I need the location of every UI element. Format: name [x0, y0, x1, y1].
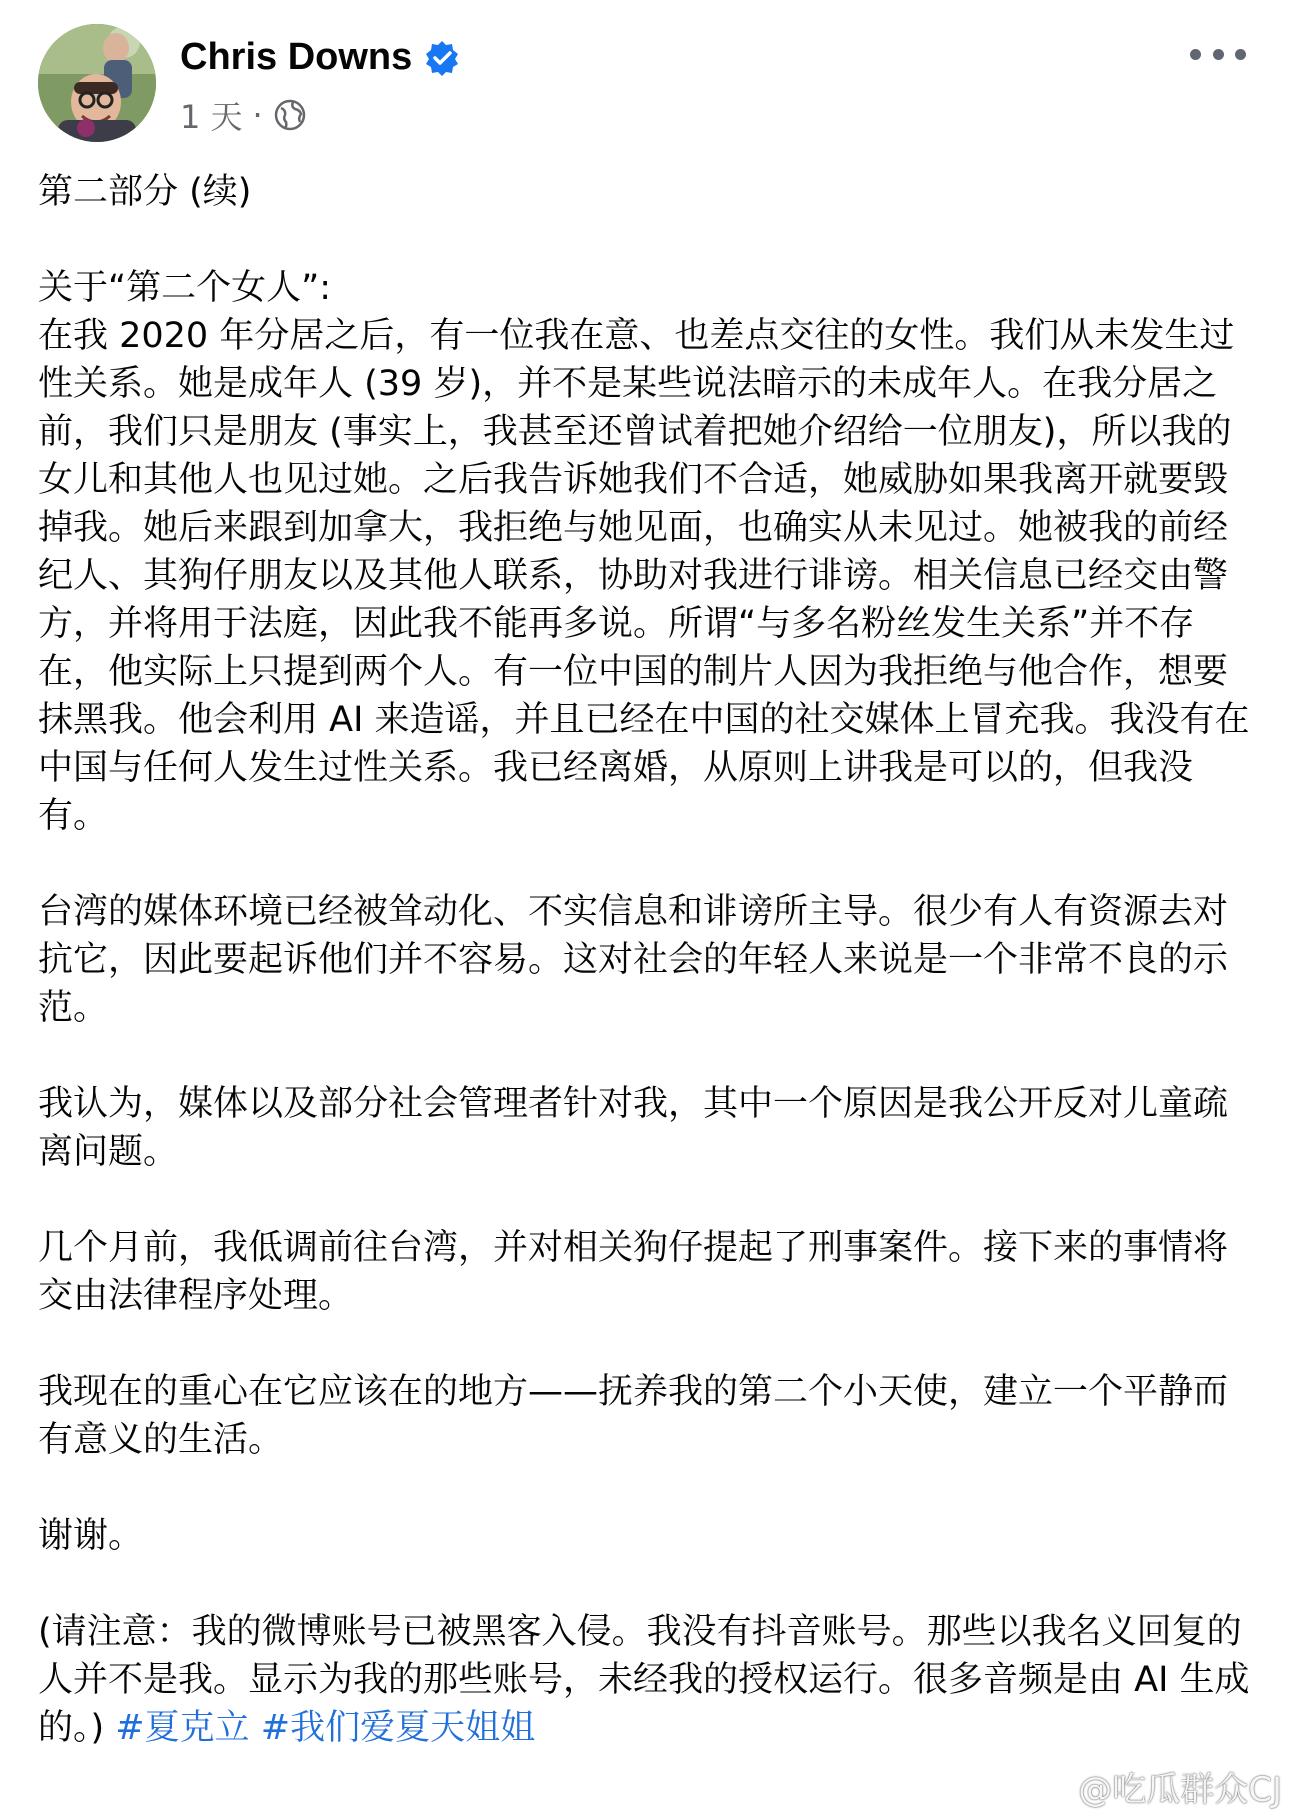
paragraph-gap: [38, 1560, 1253, 1608]
hashtag-link[interactable]: #我们爱夏天姐姐: [260, 1708, 536, 1748]
paragraph-gap: [38, 840, 1253, 888]
hashtag-link[interactable]: #夏克立: [115, 1708, 250, 1748]
post-paragraph: 第二部分 (续): [38, 172, 252, 212]
post-paragraph: (请注意：我的微博账号已被黑客入侵。我没有抖音账号。那些以我名义回复的人并不是我。显示为我的那些账号，未经我的授权运行。很多音频是由 AI 生成的。): [38, 1612, 1250, 1748]
avatar-photo: [38, 24, 156, 142]
verified-badge-icon: [424, 40, 460, 76]
post-header: [38, 24, 1252, 142]
globe-icon[interactable]: [273, 98, 307, 132]
post-final-paragraph: [38, 1608, 1253, 1752]
post-paragraph: 关于“第二个女人”: 在我 2020 年分居之后，有一位我在意、也差点交往的女性。我们从未发生过性关系。她是成年人 (39 岁)，并不是某些说法暗示的未成年人。在我分居之前，我们只是朋友 (事实上，我甚至还曾试着把她介绍给一位朋友)，所以我的女儿和其他人也见过她。之后我告诉她我们不合适，她威胁如果我离开就要毁掉我。她后来跟到加拿大，我拒绝与她见面，也确实从未见过。她被我的前经纪人、其狗仔朋友以及其他人联系，协助对我进行诽谤。相关信息已经交由警方，并将用于法庭，因此我不能再多说。所谓“与多名粉丝发生关系”并不存在，他实际上只提到两个人。有一位中国的制片人因为我拒绝与他合作，想要抹黑我。他会利用 AI 来造谣，并且已经在中国的社交媒体上冒充我。我没有在中国与任何人发生过性关系。我已经离婚，从原则上讲我是可以的，但我没有。: [38, 268, 1250, 836]
avatar[interactable]: [38, 24, 156, 142]
post-paragraph: 我现在的重心在它应该在的地方——抚养我的第二个小天使，建立一个平静而有意义的生活。: [38, 1372, 1229, 1460]
weibo-logo-icon: [1028, 1769, 1072, 1805]
meta-separator: ·: [252, 96, 263, 134]
author-name[interactable]: Chris Downs: [180, 36, 413, 78]
paragraph-gap: [38, 1032, 1253, 1080]
post-paragraph: 我认为，媒体以及部分社会管理者针对我，其中一个原因是我公开反对儿童疏离问题。: [38, 1084, 1229, 1172]
paragraph-gap: [38, 1464, 1253, 1512]
watermark-text: @吃瓜群众CJ: [1078, 1770, 1282, 1810]
paragraph-gap: [38, 1320, 1253, 1368]
post-body: [38, 168, 1253, 1752]
more-options-icon[interactable]: [1190, 42, 1246, 66]
paragraph-gap: [38, 1176, 1253, 1224]
post-paragraph: 台湾的媒体环境已经被耸动化、不实信息和诽谤所主导。很少有人有资源去对抗它，因此要起诉他们并不容易。这对社会的年轻人来说是一个非常不良的示范。: [38, 892, 1229, 1028]
author-row: [180, 36, 460, 79]
post-time[interactable]: 1 天: [180, 98, 243, 136]
post-meta: [180, 92, 307, 138]
paragraph-gap: [38, 216, 1253, 264]
watermark: [1028, 1762, 1282, 1811]
post-paragraph: 谢谢。: [38, 1516, 144, 1556]
post-paragraph: 几个月前，我低调前往台湾，并对相关狗仔提起了刑事案件。接下来的事情将交由法律程序处理。: [38, 1228, 1229, 1316]
